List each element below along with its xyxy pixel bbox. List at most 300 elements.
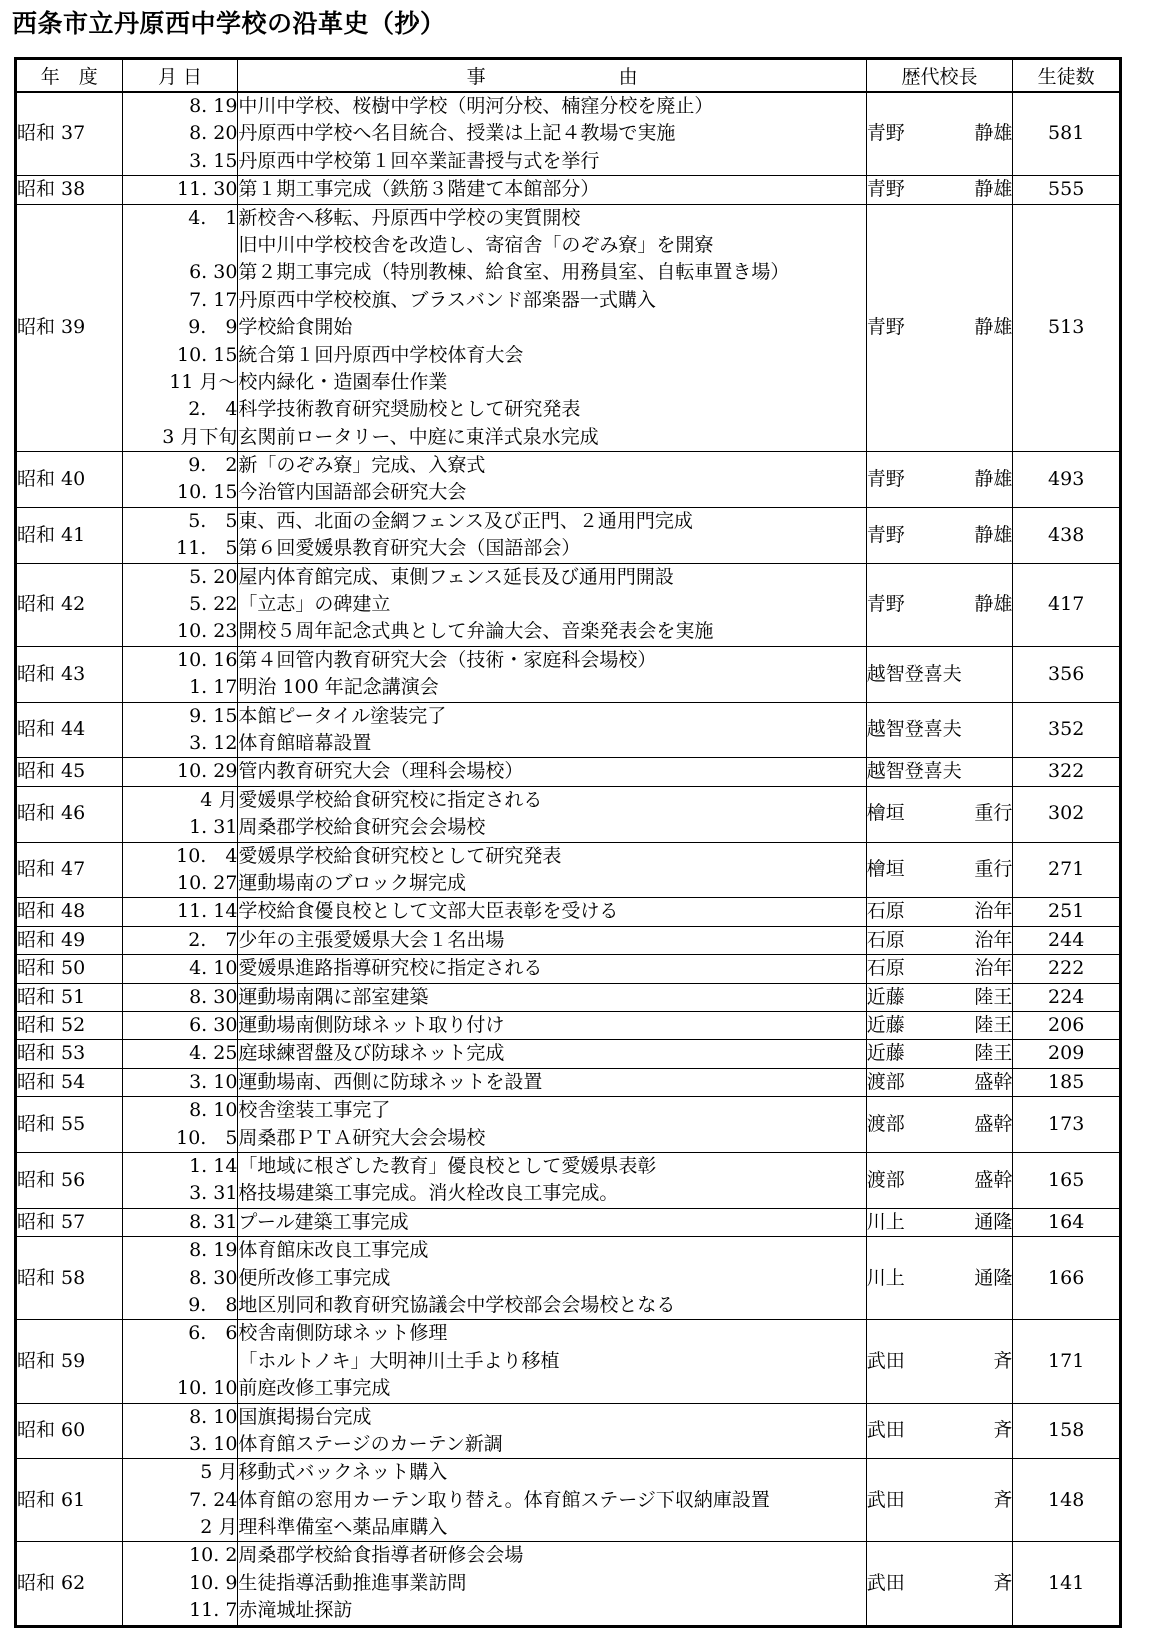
entry-text: 体育館の窓用カーテン取り替え。体育館ステージ下収納庫設置: [238, 1488, 770, 1511]
entry-date: 9. 9: [188, 316, 238, 339]
entry-date: 10. 15: [176, 343, 238, 366]
date-cell: [122, 563, 238, 646]
entry-text: 周桑郡ＰＴＡ研究大会会場校: [238, 1126, 486, 1149]
entry-text: 生徒指導活動推進事業訪問: [238, 1571, 467, 1594]
principal-cell: [866, 1208, 1013, 1236]
principal-given-name: 斉: [993, 1571, 1013, 1594]
table-row: [16, 898, 1121, 926]
principal-surname: 近藤: [866, 1013, 905, 1036]
table-row: [16, 563, 1121, 646]
date-cell: [122, 1011, 238, 1039]
entry-date: 10. 2: [189, 1544, 238, 1567]
table-row: [16, 786, 1121, 842]
principal-name: [867, 120, 1013, 147]
principal-surname: 檜垣: [866, 802, 905, 825]
year-cell: 昭和 40: [16, 452, 123, 508]
principal-surname: 青野: [866, 122, 905, 145]
principal-surname: 武田: [866, 1349, 905, 1372]
table-row: [16, 507, 1121, 563]
entry-text: 運動場南隅に部室建築: [238, 985, 429, 1008]
year-cell: 昭和 49: [16, 926, 123, 954]
entry-text: 第１期工事完成（鉄筋３階建て本館部分）: [238, 178, 600, 201]
entry-date: 10. 10: [176, 1377, 238, 1400]
date-cell: [122, 1040, 238, 1068]
principal-cell: [866, 1097, 1013, 1153]
principal-name: [867, 1209, 1013, 1236]
date-cell: [122, 1068, 238, 1096]
principal-surname: 武田: [866, 1488, 905, 1511]
principal-given-name: 重行: [974, 858, 1013, 881]
year-cell: 昭和 50: [16, 955, 123, 983]
table-row: [16, 1320, 1121, 1403]
header-students: 生徒数: [1013, 59, 1121, 93]
table-row: [16, 1542, 1121, 1626]
date-cell: [122, 1208, 238, 1236]
entry-text: 学校給食開始: [238, 316, 353, 339]
principal-name: [867, 927, 1013, 954]
student-count-cell: 581: [1013, 92, 1121, 176]
entry-date: 8. 19: [189, 1239, 238, 1262]
year-cell: 昭和 38: [16, 176, 123, 204]
entry-text: 体育館床改良工事完成: [238, 1239, 429, 1262]
principal-given-name: 静雄: [974, 523, 1013, 546]
date-cell: [122, 786, 238, 842]
entry-text: 校舎塗装工事完了: [238, 1099, 391, 1122]
event-cell: [238, 983, 866, 1011]
principal-surname: 川上: [866, 1266, 905, 1289]
entry-text: 「ホルトノキ」大明神川土手より移植: [238, 1349, 560, 1372]
principal-name: [867, 1570, 1013, 1597]
table-row: [16, 926, 1121, 954]
entry-date: 10. 27: [176, 871, 238, 894]
principal-given-name: 盛幹: [974, 1168, 1013, 1191]
entry-date: 3. 15: [189, 149, 238, 172]
principal-cell: [866, 1403, 1013, 1459]
entry-date: 1. 14: [189, 1154, 238, 1177]
entry-date: 10. 9: [189, 1571, 238, 1594]
year-cell: 昭和 44: [16, 702, 123, 758]
date-cell: [122, 702, 238, 758]
principal-given-name: 静雄: [974, 593, 1013, 616]
event-cell: [238, 507, 866, 563]
year-cell: 昭和 54: [16, 1068, 123, 1096]
entry-date: 11. 14: [176, 900, 238, 923]
entry-date: 10. 23: [176, 620, 238, 643]
entry-date: 8. 10: [189, 1099, 238, 1122]
event-cell: [238, 898, 866, 926]
event-cell: [238, 563, 866, 646]
date-cell: [122, 176, 238, 204]
year-cell: 昭和 46: [16, 786, 123, 842]
principal-name: [867, 466, 1013, 493]
principal-given-name: 静雄: [974, 178, 1013, 201]
event-cell: [238, 842, 866, 898]
entry-date: 6. 30: [189, 261, 238, 284]
year-cell: 昭和 56: [16, 1152, 123, 1208]
principal-cell: [866, 563, 1013, 646]
entry-date: 10. 4: [176, 844, 238, 867]
principal-given-name: 斉: [993, 1349, 1013, 1372]
principal-cell: [866, 204, 1013, 452]
entry-date: 5 月: [200, 1461, 238, 1484]
year-cell: 昭和 53: [16, 1040, 123, 1068]
student-count-cell: 206: [1013, 1011, 1121, 1039]
principal-surname: 越智登喜夫: [866, 662, 962, 685]
entry-date: 1. 31: [189, 816, 238, 839]
year-cell: 昭和 41: [16, 507, 123, 563]
entry-date: 3. 12: [189, 732, 238, 754]
year-cell: 昭和 45: [16, 758, 123, 786]
entry-date: 3 月下旬: [162, 425, 238, 448]
table-row: [16, 1208, 1121, 1236]
event-cell: [238, 1011, 866, 1039]
principal-surname: 石原: [866, 900, 905, 923]
table-row: [16, 702, 1121, 758]
header-date: 月 日: [122, 59, 238, 93]
year-cell: 昭和 62: [16, 1542, 123, 1626]
entry-text: 校内緑化・造園奉仕作業: [238, 370, 448, 393]
principal-given-name: 盛幹: [974, 1070, 1013, 1093]
principal-cell: [866, 176, 1013, 204]
entry-date: 4. 1: [188, 206, 238, 229]
year-cell: 昭和 60: [16, 1403, 123, 1459]
entry-text: 格技場建築工事完成。消火栓改良工事完成。: [238, 1182, 619, 1205]
entry-date: 8. 31: [189, 1210, 238, 1233]
student-count-cell: 356: [1013, 646, 1121, 702]
principal-name: [867, 955, 1013, 982]
event-cell: [238, 176, 866, 204]
event-cell: [238, 926, 866, 954]
table-row: [16, 204, 1121, 452]
entry-date: 4. 10: [189, 957, 238, 980]
table-row: [16, 1011, 1121, 1039]
principal-cell: [866, 955, 1013, 983]
date-cell: [122, 1403, 238, 1459]
table-row: [16, 1237, 1121, 1320]
entry-date: 2 月: [200, 1516, 238, 1539]
principal-given-name: 静雄: [974, 122, 1013, 145]
entry-text: プール建築工事完成: [238, 1210, 409, 1233]
entry-text: 理科準備室へ薬品庫購入: [238, 1516, 448, 1539]
entry-date: 8. 20: [189, 122, 238, 145]
document-title: 西条市立丹原西中学校の沿革史（抄）: [12, 9, 446, 38]
year-cell: 昭和 52: [16, 1011, 123, 1039]
date-cell: [122, 898, 238, 926]
entry-text: 愛媛県学校給食研究校として研究発表: [238, 844, 562, 867]
principal-surname: 川上: [866, 1210, 905, 1233]
entry-text: 今治管内国語部会研究大会: [238, 481, 467, 504]
entry-date: 6. 6: [188, 1322, 238, 1345]
event-cell: [238, 452, 866, 508]
principal-surname: 武田: [866, 1419, 905, 1442]
entry-text: 丹原西中学校へ名目統合、授業は上記４教場で実施: [238, 122, 676, 145]
date-cell: [122, 1542, 238, 1626]
date-cell: [122, 1320, 238, 1403]
entry-date: 10. 16: [176, 648, 238, 671]
entry-text: 第６回愛媛県教育研究大会（国語部会）: [238, 537, 581, 560]
entry-text: 「立志」の碑建立: [238, 593, 391, 616]
entry-date: 4. 25: [189, 1042, 238, 1065]
student-count-cell: 164: [1013, 1208, 1121, 1236]
principal-cell: [866, 452, 1013, 508]
student-count-cell: 166: [1013, 1237, 1121, 1320]
entry-date: 10. 15: [176, 481, 238, 504]
table-row: [16, 1040, 1121, 1068]
student-count-cell: 493: [1013, 452, 1121, 508]
principal-given-name: 盛幹: [974, 1112, 1013, 1135]
entry-text: 東、西、北面の金網フェンス及び正門、２通用門完成: [238, 509, 693, 532]
principal-name: [867, 1265, 1013, 1292]
year-cell: 昭和 39: [16, 204, 123, 452]
date-cell: [122, 646, 238, 702]
entry-date: 3. 10: [189, 1432, 238, 1455]
student-count-cell: 224: [1013, 983, 1121, 1011]
entry-date: 2. 7: [188, 928, 238, 951]
principal-name: [867, 1012, 1013, 1039]
principal-surname: 石原: [866, 928, 905, 951]
table-row: [16, 758, 1121, 786]
year-cell: 昭和 48: [16, 898, 123, 926]
table-row: [16, 955, 1121, 983]
entry-date: 6. 30: [189, 1013, 238, 1036]
table-row: [16, 842, 1121, 898]
student-count-cell: 352: [1013, 702, 1121, 758]
table-row: [16, 1097, 1121, 1153]
entry-date: 8. 30: [189, 1266, 238, 1289]
entry-date: [123, 1348, 238, 1375]
entry-date: 9. 15: [189, 704, 238, 727]
event-cell: [238, 92, 866, 176]
event-cell: [238, 758, 866, 786]
principal-cell: [866, 758, 1013, 786]
principal-given-name: 静雄: [974, 316, 1013, 339]
principal-cell: [866, 1237, 1013, 1320]
year-cell: 昭和 61: [16, 1459, 123, 1542]
entry-date: 4 月: [200, 788, 238, 811]
principal-cell: [866, 926, 1013, 954]
entry-date: 10. 29: [176, 760, 238, 783]
entry-text: 第４回管内教育研究大会（技術・家庭科会場校）: [238, 648, 657, 671]
entry-text: 新「のぞみ寮」完成、入寮式: [238, 454, 486, 477]
entry-text: 愛媛県進路指導研究校に指定される: [238, 957, 543, 980]
year-cell: 昭和 51: [16, 983, 123, 1011]
entry-date: 8. 10: [189, 1405, 238, 1428]
entry-date: 11. 30: [176, 178, 238, 201]
entry-text: 少年の主張愛媛県大会１名出場: [238, 928, 505, 951]
principal-name: [867, 856, 1013, 883]
principal-surname: 石原: [866, 957, 905, 980]
header-row: [16, 59, 1121, 93]
event-cell: [238, 1459, 866, 1542]
entry-date: 11 月～: [169, 370, 238, 393]
history-rows: [16, 92, 1121, 1626]
date-cell: [122, 842, 238, 898]
principal-name: [867, 1348, 1013, 1375]
entry-text: 周桑郡学校給食指導者研修会会場: [238, 1544, 524, 1567]
student-count-cell: 302: [1013, 786, 1121, 842]
student-count-cell: 513: [1013, 204, 1121, 452]
principal-surname: 近藤: [866, 985, 905, 1008]
entry-text: 丹原西中学校校旗、ブラスバンド部楽器一式購入: [238, 288, 656, 311]
principal-cell: [866, 898, 1013, 926]
principal-surname: 青野: [866, 593, 905, 616]
student-count-cell: 251: [1013, 898, 1121, 926]
entry-text: 管内教育研究大会（理科会場校）: [238, 760, 524, 783]
principal-name: [867, 1167, 1013, 1194]
principal-name: [867, 1487, 1013, 1514]
principal-name: [867, 716, 1013, 743]
student-count-cell: 165: [1013, 1152, 1121, 1208]
entry-text: 新校舎へ移転、丹原西中学校の実質開校: [238, 206, 581, 229]
table-row: [16, 646, 1121, 702]
date-cell: [122, 983, 238, 1011]
entry-text: 校舎南側防球ネット修理: [238, 1322, 448, 1345]
student-count-cell: 438: [1013, 507, 1121, 563]
year-cell: 昭和 42: [16, 563, 123, 646]
date-cell: [122, 507, 238, 563]
entry-text: 国旗掲揚台完成: [238, 1405, 372, 1428]
principal-name: [867, 661, 1013, 688]
table-row: [16, 1152, 1121, 1208]
entry-text: 旧中川中学校校舎を改造し、寄宿舎「のぞみ寮」を開寮: [238, 233, 714, 256]
principal-surname: 青野: [866, 467, 905, 490]
principal-cell: [866, 1068, 1013, 1096]
principal-name: [867, 314, 1013, 341]
entry-date: 1. 17: [189, 676, 238, 699]
table-row: [16, 176, 1121, 204]
principal-surname: 檜垣: [866, 858, 905, 881]
year-cell: 昭和 43: [16, 646, 123, 702]
principal-cell: [866, 1320, 1013, 1403]
date-cell: [122, 1237, 238, 1320]
year-cell: 昭和 58: [16, 1237, 123, 1320]
student-count-cell: 417: [1013, 563, 1121, 646]
principal-cell: [866, 1459, 1013, 1542]
student-count-cell: 173: [1013, 1097, 1121, 1153]
entry-date: 3. 10: [189, 1070, 238, 1093]
student-count-cell: 185: [1013, 1068, 1121, 1096]
entry-date: 5. 20: [189, 565, 238, 588]
event-cell: [238, 1208, 866, 1236]
entry-date: 7. 24: [189, 1488, 238, 1511]
principal-surname: 武田: [866, 1571, 905, 1594]
header-event: 事 由: [238, 59, 866, 93]
date-cell: [122, 204, 238, 452]
principal-given-name: 斉: [993, 1419, 1013, 1442]
student-count-cell: 222: [1013, 955, 1121, 983]
entry-text: 統合第１回丹原西中学校体育大会: [238, 343, 524, 366]
principal-given-name: 斉: [993, 1488, 1013, 1511]
year-cell: 昭和 55: [16, 1097, 123, 1153]
principal-given-name: 治年: [974, 928, 1013, 951]
entry-text: 移動式バックネット購入: [238, 1461, 448, 1484]
principal-name: [867, 176, 1013, 203]
entry-text: 丹原西中学校第１回卒業証書授与式を挙行: [238, 149, 600, 172]
principal-name: [867, 591, 1013, 618]
entry-date: 3. 31: [189, 1182, 238, 1205]
entry-text: 中川中学校、桜樹中学校（明河分校、楠窪分校を廃止）: [238, 95, 714, 117]
student-count-cell: 271: [1013, 842, 1121, 898]
history-table: [14, 57, 1122, 1628]
principal-given-name: 通隆: [974, 1210, 1013, 1233]
entry-date: 11. 5: [176, 537, 238, 560]
entry-text: 愛媛県学校給食研究校に指定される: [238, 788, 543, 811]
principal-surname: 青野: [866, 178, 905, 201]
header-principal: 歴代校長: [866, 59, 1013, 93]
student-count-cell: 555: [1013, 176, 1121, 204]
event-cell: [238, 1040, 866, 1068]
entry-date: 9. 2: [188, 454, 238, 477]
date-cell: [122, 758, 238, 786]
entry-text: 運動場南のブロック塀完成: [238, 871, 467, 894]
table-row: [16, 1403, 1121, 1459]
entry-text: 科学技術教育研究奨励校として研究発表: [238, 398, 581, 421]
entry-date: 11. 7: [189, 1599, 238, 1622]
event-cell: [238, 955, 866, 983]
principal-surname: 青野: [866, 523, 905, 546]
entry-date: 8. 19: [189, 95, 238, 117]
year-cell: 昭和 59: [16, 1320, 123, 1403]
principal-given-name: 通隆: [974, 1266, 1013, 1289]
student-count-cell: 244: [1013, 926, 1121, 954]
entry-text: 運動場南側防球ネット取り付け: [238, 1013, 505, 1036]
principal-name: [867, 898, 1013, 925]
principal-given-name: 治年: [974, 957, 1013, 980]
event-cell: [238, 786, 866, 842]
entry-date: 10. 5: [176, 1126, 238, 1149]
principal-given-name: 治年: [974, 900, 1013, 923]
entry-text: 「地域に根ざした教育」優良校として愛媛県表彰: [238, 1154, 657, 1177]
principal-given-name: 陸王: [974, 1013, 1013, 1036]
entry-text: 体育館ステージのカーテン新調: [238, 1432, 503, 1455]
student-count-cell: 148: [1013, 1459, 1121, 1542]
entry-date: 8. 30: [189, 985, 238, 1008]
principal-cell: [866, 702, 1013, 758]
event-cell: [238, 702, 866, 758]
student-count-cell: 209: [1013, 1040, 1121, 1068]
principal-cell: [866, 842, 1013, 898]
entry-text: 便所改修工事完成: [238, 1266, 391, 1289]
entry-text: 赤滝城址探訪: [238, 1599, 353, 1622]
entry-text: 開校５周年記念式典として弁論大会、音楽発表会を実施: [238, 620, 714, 643]
table-row: [16, 983, 1121, 1011]
year-cell: 昭和 57: [16, 1208, 123, 1236]
principal-cell: [866, 1152, 1013, 1208]
event-cell: [238, 1097, 866, 1153]
entry-text: 明治 100 年記念講演会: [238, 676, 439, 699]
date-cell: [122, 452, 238, 508]
entry-text: 周桑郡学校給食研究会会場校: [238, 816, 486, 839]
event-cell: [238, 646, 866, 702]
table-row: [16, 1068, 1121, 1096]
principal-name: [867, 1069, 1013, 1096]
principal-given-name: 重行: [974, 802, 1013, 825]
entry-date: 7. 17: [189, 288, 238, 311]
entry-date: [123, 232, 238, 259]
date-cell: [122, 1152, 238, 1208]
table-row: [16, 1459, 1121, 1542]
principal-surname: 青野: [866, 316, 905, 339]
principal-surname: 渡部: [866, 1070, 905, 1093]
principal-given-name: 陸王: [974, 985, 1013, 1008]
student-count-cell: 322: [1013, 758, 1121, 786]
entry-text: 運動場南、西側に防球ネットを設置: [238, 1070, 543, 1093]
student-count-cell: 158: [1013, 1403, 1121, 1459]
principal-surname: 渡部: [866, 1168, 905, 1191]
event-cell: [238, 1320, 866, 1403]
principal-name: [867, 522, 1013, 549]
principal-name: [867, 984, 1013, 1011]
